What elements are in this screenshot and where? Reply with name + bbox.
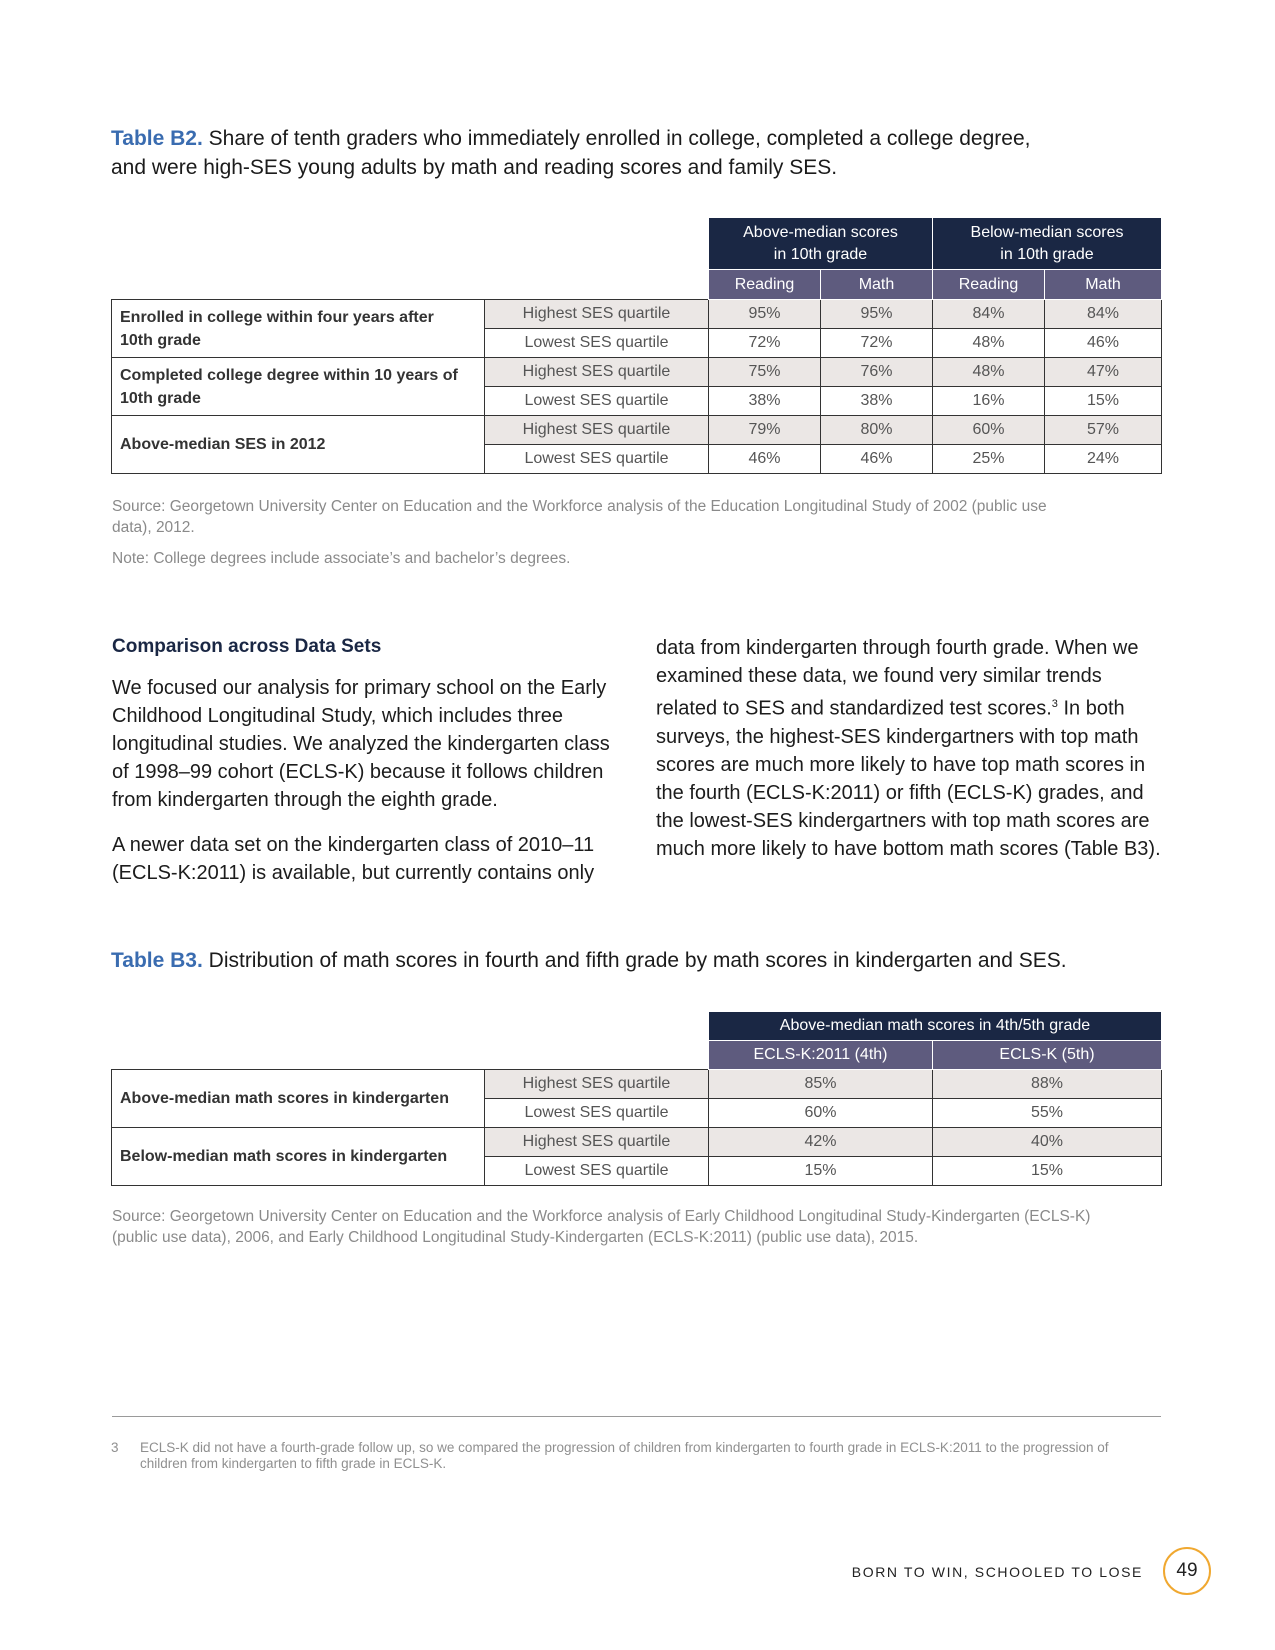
footnote-divider xyxy=(112,1416,1161,1417)
table-cell: 24% xyxy=(1045,445,1162,474)
table-cell: 57% xyxy=(1045,416,1162,445)
table-cell: 15% xyxy=(1045,387,1162,416)
b2-subheader-math: Math xyxy=(821,270,933,300)
table-b2 xyxy=(111,217,1162,474)
quartile-label: Lowest SES quartile xyxy=(485,387,709,416)
b3-row-label: Above-median math scores in kindergarten xyxy=(112,1070,485,1128)
table-cell: 48% xyxy=(933,329,1045,358)
table-row xyxy=(112,358,1162,387)
quartile-label: Highest SES quartile xyxy=(485,416,709,445)
b2-subheader-math: Math xyxy=(1045,270,1162,300)
b2-subheader-reading: Reading xyxy=(709,270,821,300)
body-column-right xyxy=(656,634,1161,863)
table-row xyxy=(112,300,1162,329)
quartile-label: Highest SES quartile xyxy=(485,358,709,387)
quartile-label: Highest SES quartile xyxy=(485,1128,709,1157)
quartile-label: Lowest SES quartile xyxy=(485,1099,709,1128)
quartile-label: Highest SES quartile xyxy=(485,1070,709,1099)
table-cell: 40% xyxy=(933,1128,1162,1157)
body-paragraph: We focused our analysis for primary school on the Early Childhood Longitudinal Study, which includes three longitudinal studies. We analyzed the kindergarten class of 1998–99 cohort (ECLS-K) because it follows children from kindergarten through the eighth grade. xyxy=(112,677,610,811)
table-cell: 80% xyxy=(821,416,933,445)
table-cell: 42% xyxy=(709,1128,933,1157)
table-cell: 84% xyxy=(933,300,1045,329)
table-cell: 46% xyxy=(709,445,821,474)
table-b3-caption-text: Distribution of math scores in fourth and fifth grade by math scores in kindergarten and SES. xyxy=(202,949,1067,972)
b2-row-label: Enrolled in college within four years after 10th grade xyxy=(112,300,485,358)
b3-row-label: Below-median math scores in kindergarten xyxy=(112,1128,485,1186)
b3-header-group: Above-median math scores in 4th/5th grade xyxy=(709,1012,1162,1041)
table-cell: 38% xyxy=(821,387,933,416)
table-cell: 75% xyxy=(709,358,821,387)
table-b3 xyxy=(111,1011,1162,1186)
b3-subheader-ecls-k: ECLS-K (5th) xyxy=(933,1041,1162,1070)
table-b3-label: Table B3. xyxy=(111,949,203,972)
table-cell: 15% xyxy=(933,1157,1162,1186)
table-cell: 72% xyxy=(821,329,933,358)
table-row xyxy=(112,1128,1162,1157)
quartile-label: Lowest SES quartile xyxy=(485,329,709,358)
table-cell: 88% xyxy=(933,1070,1162,1099)
body-column-left xyxy=(112,674,627,904)
b2-header-above-median: Above-median scores in 10th grade xyxy=(709,218,933,270)
table-b3-source: Source: Georgetown University Center on Education and the Workforce analysis of Early Childhood Longitudinal Study-Kindergarten (ECLS-K) (public use data), 2006, and Early Childhood Longitudinal Study-Kindergarten (ECLS-K:2011) (public use data), 2015. xyxy=(112,1208,1091,1246)
quartile-label: Lowest SES quartile xyxy=(485,445,709,474)
table-cell: 25% xyxy=(933,445,1045,474)
table-row xyxy=(112,416,1162,445)
table-b2-caption-line2: and were high-SES young adults by math and reading scores and family SES. xyxy=(111,156,838,179)
table-cell: 16% xyxy=(933,387,1045,416)
b3-subheader-ecls-k2011: ECLS-K:2011 (4th) xyxy=(709,1041,933,1070)
table-cell: 47% xyxy=(1045,358,1162,387)
table-row xyxy=(112,1070,1162,1099)
quartile-label: Highest SES quartile xyxy=(485,300,709,329)
table-b2-caption-line1: Share of tenth graders who immediately enrolled in college, completed a college degree, xyxy=(202,127,1031,150)
table-cell: 60% xyxy=(709,1099,933,1128)
table-cell: 55% xyxy=(933,1099,1162,1128)
table-cell: 60% xyxy=(933,416,1045,445)
b2-row-label: Completed college degree within 10 years of 10th grade xyxy=(112,358,485,416)
table-cell: 95% xyxy=(821,300,933,329)
table-cell: 84% xyxy=(1045,300,1162,329)
footnote-reference[interactable]: 3 xyxy=(1051,698,1058,710)
table-cell: 95% xyxy=(709,300,821,329)
table-b2-note: Note: College degrees include associate’s and bachelor’s degrees. xyxy=(112,550,571,567)
table-cell: 85% xyxy=(709,1070,933,1099)
table-cell: 15% xyxy=(709,1157,933,1186)
body-paragraph: data from kindergarten through fourth grade. When we examined these data, we found very similar trends related to SES and standardized test scores.$^3$ In both surveys, the highest-SES kindergartners with top math scores are much more likely to have top math scores in the fourth (ECLS-K:2011) or fifth (ECLS-K) grades, and the lowest-SES kindergartners with top math scores are much more likely to have bottom math scores (Table B3). xyxy=(656,637,1161,860)
running-title: BORN TO WIN, SCHOOLED TO LOSE xyxy=(851,1564,1143,1580)
table-b2-label: Table B2. xyxy=(111,127,203,150)
table-b3-caption xyxy=(111,946,1191,975)
body-paragraph: A newer data set on the kindergarten class of 2010–11 (ECLS-K:2011) is available, but currently contains only xyxy=(112,834,595,884)
table-cell: 48% xyxy=(933,358,1045,387)
table-cell: 38% xyxy=(709,387,821,416)
page-number: 49 xyxy=(1163,1547,1211,1595)
section-heading: Comparison across Data Sets xyxy=(112,636,382,657)
b2-subheader-reading: Reading xyxy=(933,270,1045,300)
b2-row-label: Above-median SES in 2012 xyxy=(112,416,485,474)
table-cell: 72% xyxy=(709,329,821,358)
footnote-number: 3 xyxy=(111,1440,119,1455)
quartile-label: Lowest SES quartile xyxy=(485,1157,709,1186)
table-cell: 46% xyxy=(821,445,933,474)
table-b2-source: Source: Georgetown University Center on Education and the Workforce analysis of the Education Longitudinal Study of 2002 (public use data), 2012. xyxy=(112,498,1047,536)
table-cell: 46% xyxy=(1045,329,1162,358)
table-cell: 79% xyxy=(709,416,821,445)
footnote-text: ECLS-K did not have a fourth-grade follow up, so we compared the progression of children from kindergarten to fourth grade in ECLS-K:2011 to the progression of children from kindergarten to fifth grade in ECLS-K. xyxy=(140,1440,1109,1471)
table-b2-caption xyxy=(111,124,1171,182)
table-cell: 76% xyxy=(821,358,933,387)
b2-header-below-median: Below-median scores in 10th grade xyxy=(933,218,1162,270)
